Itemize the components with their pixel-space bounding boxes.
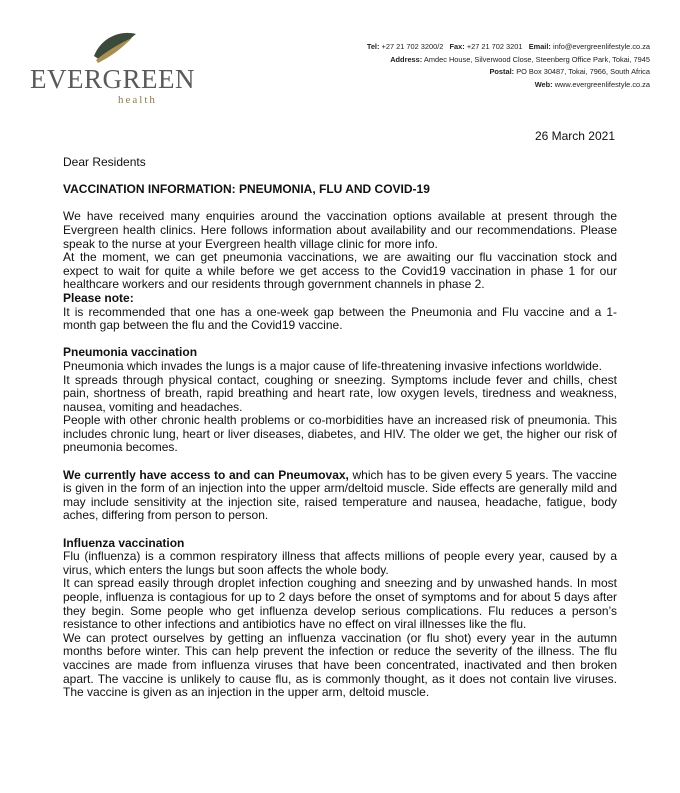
tel-value: +27 21 702 3200/2 (381, 42, 444, 51)
tel-label: Tel: (366, 42, 380, 51)
email-value: info@evergreenlifestyle.co.za (552, 42, 650, 51)
letter-title: VACCINATION INFORMATION: PNEUMONIA, FLU AND COVID-19 (63, 182, 430, 197)
flu-paragraph-1: Flu (influenza) is a common respiratory illness that affects millions of people every year, caused by a virus, which enters the lungs but soon affects the whole body. (63, 549, 617, 577)
contact-line-web (367, 79, 650, 92)
intro-paragraph-1: We have received many enquiries around the vaccination options available at present through the Evergreen health clinics. Here follows information about availability and our recommendations. Please speak to the nurse at your Evergreen health village clinic for more info. (63, 209, 617, 251)
fax-value: +27 21 702 3201 (466, 42, 523, 51)
address-label: Address: (390, 54, 423, 64)
flu-heading: Influenza vaccination (63, 535, 185, 550)
pneumovax-bold: We currently have access to and can Pneumovax, (63, 467, 349, 482)
fax-label: Fax: (449, 42, 465, 51)
logo-subtitle: health (118, 94, 157, 106)
postal-value: PO Box 30487, Tokai, 7966, South Africa (516, 67, 650, 76)
pneumovax-rest: which has to be given every 5 years. The vaccine is given in the form of an injection into the upper arm/deltoid muscle. Side effects are generally mild and may include sensitivity at the injection site, raised temperature and nausea, headache, fatigue, body aches, differing from person to person. (63, 467, 617, 523)
note-heading: Please note: (63, 290, 134, 305)
contact-line-address (367, 54, 650, 67)
email-label: Email: (528, 42, 551, 51)
web-label: Web: (534, 79, 553, 89)
contact-line-phone (367, 41, 650, 54)
flu-paragraph-2: It can spread easily through droplet infection coughing and sneezing and by unwashed hands. In most people, influenza is contagious for up to 2 days before the onset of symptoms and for about 5 days after they begin. Some people who get influenza develop serious complications. Flu reduces a person’s resistance to other infections and antibiotics have no effect on viral illnesses like the flu. (63, 576, 617, 632)
pneumonia-paragraph-3: People with other chronic health problems or co-morbidities have an increased risk of pneumonia. This includes chronic lung, heart or liver diseases, diabetes, and HIV. The older we get, the higher our risk of pneumonia becomes. (63, 413, 617, 455)
contact-line-postal (367, 66, 650, 79)
pneumovax-paragraph (63, 469, 617, 523)
salutation: Dear Residents (63, 155, 146, 169)
letter-date: 26 March 2021 (534, 129, 615, 143)
letter-body (63, 156, 617, 700)
intro-paragraph-2: At the moment, we can get pneumonia vaccinations, we are awaiting our flu vaccination stock and expect to wait for quite a while before we get access to the Covid19 vaccination in phase 1 for our healthcare workers and our residents through government channels in phase 2. (63, 250, 617, 292)
postal-label: Postal: (489, 67, 515, 76)
pneumonia-paragraph-2: It spreads through physical contact, coughing or sneezing. Symptoms include fever and chills, chest pain, shortness of breath, rapid breathing and heart rate, low oxygen levels, tiredness and weakness, nausea, vomiting and headaches. (63, 372, 617, 414)
pneumonia-heading: Pneumonia vaccination (63, 345, 198, 360)
address-value: Amdec House, Silverwood Close, Steenberg Office Park, Tokai, 7945 (423, 54, 650, 64)
web-value: www.evergreenlifestyle.co.za (554, 79, 650, 89)
note-text: It is recommended that one has a one-week gap between the Pneumonia and Flu vaccine and a 1-month gap between the flu and the Covid19 vaccine. (63, 304, 617, 333)
leaf-icon (92, 30, 138, 66)
logo-wordmark: EVERGREEN (30, 64, 195, 94)
flu-paragraph-3: We can protect ourselves by getting an influenza vaccination (or flu shot) every year in the autumn months before winter. This can help prevent the infection or reduce the severity of the illness. The flu vaccines are made from influenza viruses that have been concentrated, inactivated and then broken apart. The vaccine is unlikely to cause flu, as is commonly thought, as it does not contain live viruses. The vaccine is given as an injection in the upper arm, deltoid muscle. (63, 630, 617, 700)
contact-block (367, 41, 650, 91)
evergreen-logo (30, 30, 195, 110)
pneumonia-paragraph-1: Pneumonia which invades the lungs is a major cause of life-threatening invasive infections worldwide. (63, 358, 602, 373)
